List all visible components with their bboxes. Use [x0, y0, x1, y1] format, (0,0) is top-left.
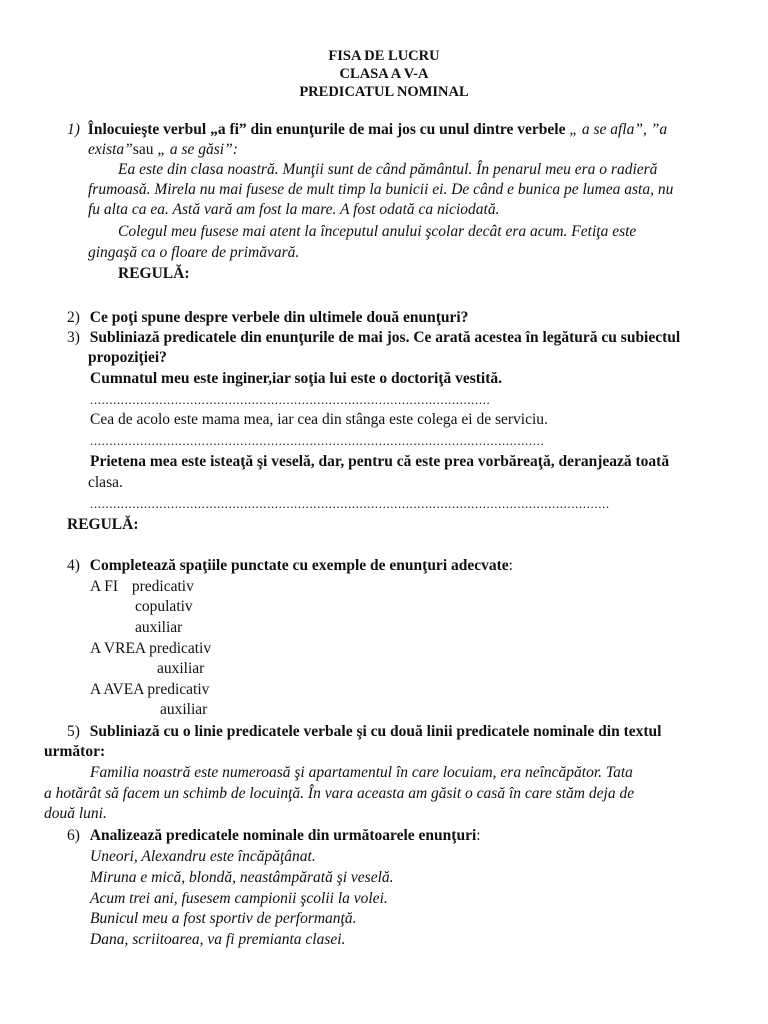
ex1-text-line-1: Ea este din clasa noastră. Munţii sunt de când pământul. În penarul meu era o radieră: [118, 161, 658, 178]
ex3-number: 3): [67, 329, 80, 346]
ex4-afi-predicativ: predicativ: [131, 578, 194, 595]
ex4-avea-predicativ: A AVEA predicativ: [90, 681, 210, 698]
ex5-instruction: [67, 722, 661, 742]
ex6-sentence-2: Miruna e mică, blondă, neastâmpărată şi veselă.: [90, 869, 394, 886]
ex5-text-line-2: a hotărât să facem un schimb de locuinţă. În vara aceasta am găsit o casă în care stăm deja de: [44, 785, 635, 802]
ex3-sentence-3-line-1: Prietena mea este isteaţă şi veselă, dar, pentru că este prea vorbăreaţă, deranjează toată: [90, 453, 670, 470]
ex4-avrea-auxiliar: auxiliar: [157, 660, 205, 677]
ex1-instr-e: „ a se găsi”:: [157, 141, 238, 158]
ex4-afi-label: A FI: [90, 578, 118, 595]
ex6-sentence-5: Dana, scriitoarea, va fi premianta clasei.: [90, 931, 346, 948]
ex1-instr-c: exista”: [88, 141, 133, 158]
ex6-instruction: [67, 826, 481, 846]
ex1-instruction-cont: [88, 140, 238, 160]
ex4-afi-auxiliar: auxiliar: [135, 619, 183, 636]
ex6-number: 6): [67, 827, 80, 844]
ex4-number: 4): [67, 557, 80, 574]
ex1-instr-d: sau: [132, 141, 158, 158]
ex4-afi-copulativ: copulativ: [135, 598, 193, 615]
ex3-sentence-1: Cumnatul meu este inginer,iar soţia lui este o doctoriţă vestită.: [90, 370, 503, 387]
ex5-text-line-3: două luni.: [44, 805, 107, 822]
ex4-instr-a: Completează spaţiile punctate cu exemple de enunţuri adecvate: [89, 557, 509, 574]
ex3-sentence-3-line-2: clasa.: [88, 474, 123, 491]
ex1-text-line-3: fu alta ca ea. Astă vară am fost la mare. A fost odată ca niciodată.: [88, 201, 500, 218]
ex5-instr-line-1: Subliniază cu o linie predicatele verbale şi cu două linii predicatele nominale din textul: [89, 723, 662, 740]
ex5-number: 5): [67, 723, 80, 740]
ex3-rule-label: REGULĂ:: [67, 516, 139, 533]
ex1-rule-label: REGULĂ:: [118, 265, 190, 282]
ex6-sentence-3: Acum trei ani, fusesem campionii şcolii la volei.: [90, 890, 388, 907]
ex4-avea-auxiliar: auxiliar: [160, 701, 208, 718]
ex1-instr-a: Înlocuieşte verbul „a fi” din enunţurile de mai jos cu unul dintre verbele: [87, 121, 570, 138]
ex2-number: 2): [67, 309, 80, 326]
title-line-1: FISA DE LUCRU: [328, 48, 440, 64]
ex1-text-line-2: frumoasă. Mirela nu mai fusese de mult timp la bunicii ei. De când e bunica pe lumea asta, nu: [88, 181, 674, 198]
ex5-text-line-1: Familia noastră este numeroasă şi apartamentul în care locuiam, era neîncăpător. Tata: [90, 764, 633, 781]
ex3-sentence-2: Cea de acolo este mama mea, iar cea din stânga este colega ei de serviciu.: [90, 411, 548, 428]
ex3-dots-2: ......................................................................................................................: [90, 433, 545, 448]
ex6-sentence-4: Bunicul meu a fost sportiv de performanţă.: [90, 910, 357, 927]
ex6-instr-b: :: [476, 827, 481, 844]
ex4-afi-row: [90, 577, 194, 597]
ex1-text-line-4: Colegul meu fusese mai atent la începutul anului şcolar decât era acum. Fetiţa este: [118, 223, 637, 240]
ex1-instr-b: „ a se afla”, ”a: [569, 121, 668, 138]
ex6-instr-a: Analizează predicatele nominale din următoarele enunţuri: [89, 827, 477, 844]
ex4-instruction: [67, 556, 513, 576]
ex5-instr-line-2: următor:: [44, 743, 106, 760]
ex1-instruction: [67, 120, 667, 140]
ex3-instr-line-2: propoziţiei?: [88, 349, 167, 366]
title-line-3: PREDICATUL NOMINAL: [299, 84, 469, 100]
ex2-instr: Ce poţi spune despre verbele din ultimele două enunţuri?: [89, 309, 469, 326]
ex4-avrea-predicativ: A VREA predicativ: [90, 640, 212, 657]
ex2-instruction: [67, 308, 468, 328]
ex3-dots-1: ........................................................................................................: [90, 392, 491, 407]
ex6-sentence-1: Uneori, Alexandru este încăpăţânat.: [90, 848, 316, 865]
ex1-number: 1): [67, 121, 80, 138]
ex3-instruction: [67, 328, 680, 348]
ex1-text-line-5: gingaşă ca o floare de primăvară.: [88, 244, 300, 261]
title-line-2: CLASA A V-A: [339, 66, 429, 82]
ex4-instr-b: :: [508, 557, 513, 574]
ex3-instr-line-1: Subliniază predicatele din enunţurile de mai jos. Ce arată acestea în legătură cu subiectul: [89, 329, 681, 346]
ex3-dots-3: .......................................................................................................................................: [90, 496, 610, 511]
